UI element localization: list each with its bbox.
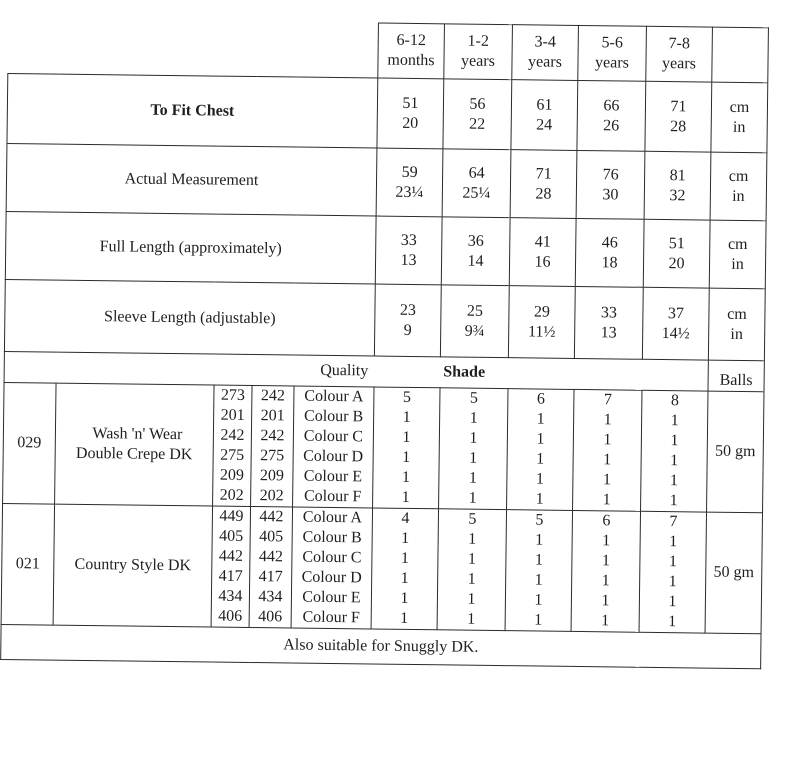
header-blank bbox=[8, 19, 379, 79]
ball-count-column: 5 1 1 1 1 1 bbox=[437, 509, 506, 631]
footnote: Also suitable for Snuggly DK. bbox=[1, 624, 761, 668]
measurement-row bbox=[5, 211, 766, 288]
measurement-label: Actual Measurement bbox=[6, 143, 377, 216]
shade-label: Shade bbox=[443, 363, 486, 381]
measurement-row bbox=[4, 279, 765, 360]
measurement-value: 46 18 bbox=[575, 218, 644, 287]
measurement-value: 56 22 bbox=[443, 79, 512, 150]
ball-count-column: 6 1 1 1 1 1 bbox=[507, 389, 574, 511]
measurement-value: 23 9 bbox=[374, 284, 441, 357]
shade-column-1: 449 405 442 417 434 406 bbox=[211, 506, 250, 627]
size-header-1: 1-2 years bbox=[444, 24, 513, 80]
measurement-unit: cm in bbox=[708, 288, 765, 361]
yarn-code: 021 bbox=[1, 503, 54, 625]
measurement-value: 33 13 bbox=[574, 286, 643, 359]
ball-count-column: 5 1 1 1 1 1 bbox=[373, 387, 440, 509]
yarn-code: 029 bbox=[3, 382, 56, 504]
measurement-label: Full Length (approximately) bbox=[5, 211, 376, 284]
measurement-label: Sleeve Length (adjustable) bbox=[4, 279, 375, 356]
measurement-value: 29 11½ bbox=[508, 286, 575, 359]
balls-label: Balls bbox=[708, 360, 764, 392]
measurement-value: 66 26 bbox=[577, 80, 646, 151]
ball-count-column: 7 1 1 1 1 1 bbox=[573, 389, 642, 511]
size-header-2: 3-4 years bbox=[512, 25, 579, 81]
measurement-value: 51 20 bbox=[643, 219, 710, 288]
ball-count-column: 4 1 1 1 1 1 bbox=[371, 508, 438, 630]
unit-header bbox=[712, 27, 769, 83]
ball-weight: 50 gm bbox=[705, 512, 762, 634]
measurement-unit: cm in bbox=[709, 220, 766, 289]
quality-label: Quality bbox=[320, 361, 369, 380]
measurement-row bbox=[6, 143, 767, 220]
shade-column-2: 442 405 442 417 434 406 bbox=[249, 506, 292, 628]
measurement-value: 76 30 bbox=[576, 150, 645, 219]
yarn-row bbox=[1, 503, 762, 633]
measurement-value: 51 20 bbox=[377, 78, 444, 149]
size-table bbox=[0, 18, 769, 669]
measurement-value: 81 32 bbox=[644, 151, 711, 220]
measurement-value: 41 16 bbox=[509, 218, 576, 287]
measurement-label: To Fit Chest bbox=[7, 74, 378, 149]
measurement-unit: cm in bbox=[711, 82, 768, 153]
measurement-value: 61 24 bbox=[511, 80, 578, 151]
size-header-4: 7-8 years bbox=[646, 26, 713, 82]
colour-names: Colour A Colour B Colour C Colour D Colour E Colour F bbox=[291, 507, 372, 629]
ball-weight: 50 gm bbox=[707, 391, 764, 513]
measurement-value: 71 28 bbox=[645, 81, 712, 152]
yarn-name: Country Style DK bbox=[53, 504, 212, 627]
colour-names: Colour A Colour B Colour C Colour D Colour E Colour F bbox=[293, 386, 374, 508]
yarn-name: Wash 'n' Wear Double Crepe DK bbox=[55, 383, 214, 506]
size-header-0: 6-12 months bbox=[378, 23, 445, 79]
measurement-value: 36 14 bbox=[441, 217, 510, 286]
measurement-value: 33 13 bbox=[375, 216, 442, 285]
yarn-row bbox=[3, 382, 764, 512]
measurement-value: 59 23¼ bbox=[376, 148, 443, 217]
shade-column-2: 242 201 242 275 209 202 bbox=[251, 386, 294, 508]
measurement-value: 25 9¾ bbox=[440, 285, 509, 358]
size-header-3: 5-6 years bbox=[578, 25, 647, 81]
size-header-row bbox=[8, 19, 769, 83]
measurement-unit: cm in bbox=[710, 152, 767, 221]
ball-count-column: 5 1 1 1 1 1 bbox=[505, 510, 572, 632]
measurement-value: 37 14½ bbox=[642, 287, 709, 360]
ball-count-column: 6 1 1 1 1 1 bbox=[571, 510, 640, 632]
measurement-row bbox=[7, 74, 768, 153]
measurement-value: 64 25¼ bbox=[442, 149, 511, 218]
shade-column-1: 273 201 242 275 209 202 bbox=[213, 385, 252, 506]
ball-count-column: 7 1 1 1 1 1 bbox=[639, 511, 706, 633]
ball-count-column: 5 1 1 1 1 1 bbox=[439, 388, 508, 510]
measurement-value: 71 28 bbox=[510, 150, 577, 219]
ball-count-column: 8 1 1 1 1 1 bbox=[641, 390, 708, 512]
